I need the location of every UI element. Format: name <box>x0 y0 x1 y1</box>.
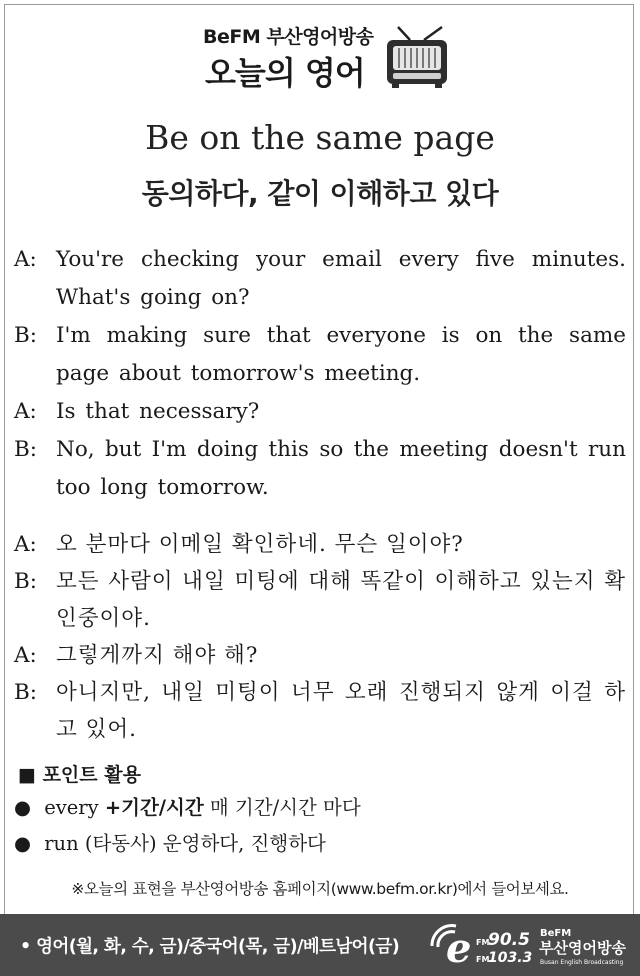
logo-tagline: Busan English Broadcasting <box>540 959 624 966</box>
dialogue-english <box>14 241 626 507</box>
expression-korean: 동의하다, 같이 이해하고 있다 <box>141 177 499 210</box>
speaker-label: A: <box>14 643 37 668</box>
befm-logo <box>426 920 632 970</box>
point-term: run <box>44 832 79 855</box>
dialogue-korean <box>14 526 626 748</box>
dialogue-text: I'm making sure that everyone is on the same page about tomorrow's meeting. <box>56 323 626 386</box>
dialogue-line <box>14 317 626 393</box>
speaker-label: B: <box>14 437 38 462</box>
speaker-label: A: <box>14 247 37 272</box>
dialogue-text: Is that necessary? <box>56 399 260 424</box>
dialogue-text: 그렇게까지 해야 해? <box>56 643 259 668</box>
dialogue-line <box>14 393 626 431</box>
dialogue-text: No, but I'm doing this so the meeting doesn't run too long tomorrow. <box>56 437 626 500</box>
logo-brand: BeFM <box>540 928 572 939</box>
dialogue-text: 오 분마다 이메일 확인하네. 무슨 일이야? <box>56 532 464 557</box>
point-meaning: 매 기간/시간 마다 <box>209 796 361 819</box>
point-strong: +기간/시간 <box>104 796 204 819</box>
speaker-label: A: <box>14 399 37 424</box>
logo-station: 부산영어방송 <box>539 939 626 957</box>
logo-letter: e <box>446 925 472 970</box>
logo-frequency-1: 90.5 <box>488 930 530 950</box>
logo-fm-2: FM <box>476 955 490 964</box>
expression-english: Be on the same page <box>145 118 495 157</box>
point-item <box>14 790 614 826</box>
broadcast-schedule: • 영어(월, 화, 수, 금)/중국어(목, 금)/베트남어(금) <box>20 937 400 957</box>
header <box>0 14 640 94</box>
bullet-icon: ● <box>14 796 32 819</box>
dialogue-line <box>14 526 626 563</box>
dialogue-line <box>14 637 626 674</box>
dialogue-text: You're checking your email every five minutes. What's going on? <box>56 247 626 310</box>
dialogue-text: 모든 사람이 내일 미팅에 대해 똑같이 이해하고 있는지 확인중이야. <box>56 569 626 631</box>
website-note: ※오늘의 표현을 부산영어방송 홈페이지(www.befm.or.kr)에서 들어보세요. <box>71 880 569 898</box>
dialogue-line <box>14 563 626 637</box>
dialogue-line <box>14 674 626 748</box>
footer-bar <box>0 914 640 976</box>
point-meaning: (타동사) 운영하다, 진행하다 <box>84 832 326 855</box>
radio-icon <box>384 24 450 90</box>
points-heading: ■ 포인트 활용 <box>18 764 141 786</box>
program-title: 오늘의 영어 <box>205 54 365 92</box>
brand-line: BeFM 부산영어방송 <box>203 26 374 48</box>
dialogue-text: 아니지만, 내일 미팅이 너무 오래 진행되지 않게 이걸 하고 있어. <box>56 680 626 742</box>
speaker-label: B: <box>14 569 38 594</box>
point-item <box>14 826 614 862</box>
speaker-label: B: <box>14 323 38 348</box>
logo-frequency-2: 103.3 <box>488 950 533 966</box>
speaker-label: A: <box>14 532 37 557</box>
logo-fm-1: FM <box>476 938 490 947</box>
points-list <box>14 790 614 862</box>
dialogue-line <box>14 431 626 507</box>
bullet-icon: ● <box>14 832 32 855</box>
speaker-label: B: <box>14 680 38 705</box>
dialogue-line <box>14 241 626 317</box>
point-term: every <box>44 796 99 819</box>
